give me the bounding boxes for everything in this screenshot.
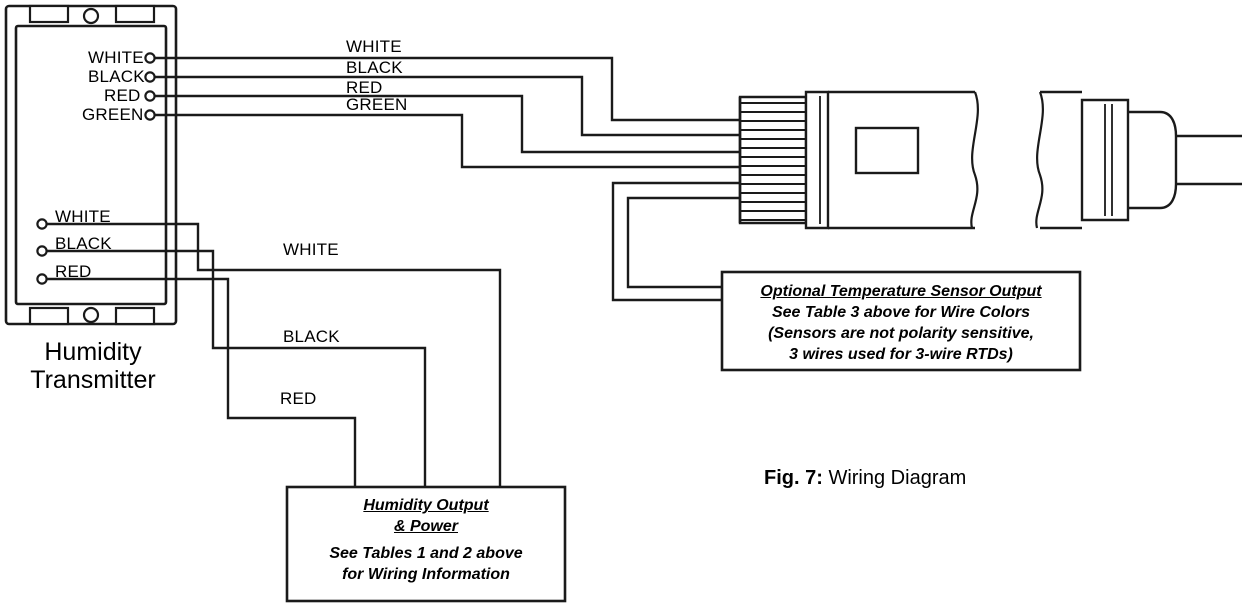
terminal-label-top-white: WHITE [88, 48, 144, 67]
device-label-line1: Humidity [44, 338, 142, 366]
temperature-callout-text [722, 281, 1080, 365]
figure-caption-label: Fig. 7: [764, 467, 823, 489]
wire-label-black-sensor: BLACK [346, 58, 403, 77]
humidity-callout-text [287, 495, 565, 585]
wire-label-red-power: RED [280, 389, 317, 408]
figure-caption [764, 468, 966, 489]
figure-caption-text: Wiring Diagram [828, 467, 967, 489]
terminal-dots-bottom [37, 219, 46, 283]
temperature-callout-line1: See Table 3 above for Wire Colors [771, 304, 1030, 322]
temperature-callout-title: Optional Temperature Sensor Output [760, 283, 1042, 300]
wire-label-black-power: BLACK [283, 327, 340, 346]
temperature-callout-line3: 3 wires used for 3-wire RTDs) [789, 346, 1013, 364]
terminal-label-bottom-red: RED [55, 262, 92, 281]
terminal-label-bottom-white: WHITE [55, 207, 111, 226]
wire-label-white-sensor: WHITE [346, 37, 402, 56]
terminal-label-top-black: BLACK [88, 67, 145, 86]
humidity-callout-line1: See Tables 1 and 2 above [329, 545, 523, 563]
device-label [0, 338, 186, 394]
device-label-line2: Transmitter [30, 366, 156, 394]
humidity-callout-title-line1: Humidity Output [363, 497, 489, 514]
terminal-label-top-red: RED [104, 86, 141, 105]
temperature-callout-line2: (Sensors are not polarity sensitive, [768, 325, 1034, 343]
terminal-label-top-green: GREEN [82, 105, 144, 124]
wire-group-sensor [155, 58, 742, 167]
probe-assembly [740, 92, 1242, 228]
wire-label-white-power: WHITE [283, 240, 339, 259]
terminal-label-bottom-black: BLACK [55, 234, 112, 253]
wire-label-green-sensor: GREEN [346, 95, 408, 114]
terminal-dots-top [145, 53, 154, 119]
humidity-callout-line2: for Wiring Information [342, 566, 510, 584]
humidity-callout-title-line2: & Power [393, 518, 458, 536]
wire-label-red-sensor: RED [346, 78, 383, 97]
